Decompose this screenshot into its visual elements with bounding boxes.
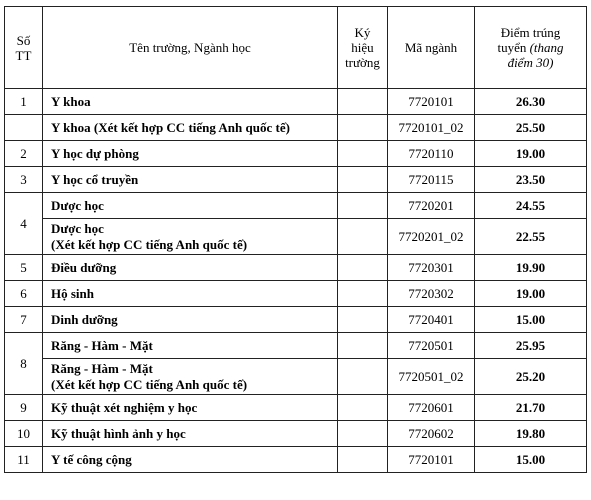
table-row	[5, 307, 587, 333]
table-row	[5, 421, 587, 447]
row-score: 23.50	[475, 167, 587, 193]
row-score: 22.55	[475, 219, 587, 255]
row-score: 19.80	[475, 421, 587, 447]
row-score: 21.70	[475, 395, 587, 421]
row-stt: 1	[5, 89, 43, 115]
row-kyhieu	[338, 333, 388, 359]
row-score: 19.00	[475, 281, 587, 307]
header-diem: Điểm trúng tuyển (thang điểm 30)	[475, 7, 587, 89]
row-kyhieu	[338, 219, 388, 255]
row-kyhieu	[338, 447, 388, 473]
row-stt: 5	[5, 255, 43, 281]
header-stt: Số TT	[5, 7, 43, 89]
header-kyhieu: Ký hiệu trường	[338, 7, 388, 89]
row-code: 7720115	[388, 167, 475, 193]
row-score: 24.55	[475, 193, 587, 219]
table-row	[5, 255, 587, 281]
row-code: 7720301	[388, 255, 475, 281]
header-name: Tên trường, Ngành học	[43, 7, 338, 89]
row-stt: 8	[5, 333, 43, 395]
table-row	[5, 281, 587, 307]
row-kyhieu	[338, 167, 388, 193]
row-name: Y khoa (Xét kết hợp CC tiếng Anh quốc tế)	[43, 115, 338, 141]
row-stt: 2	[5, 141, 43, 167]
row-score: 15.00	[475, 307, 587, 333]
row-kyhieu	[338, 255, 388, 281]
row-kyhieu	[338, 359, 388, 395]
row-code: 7720201	[388, 193, 475, 219]
row-code: 7720101	[388, 89, 475, 115]
row-kyhieu	[338, 281, 388, 307]
row-name: Y khoa	[43, 89, 338, 115]
row-name: Kỹ thuật hình ảnh y học	[43, 421, 338, 447]
row-kyhieu	[338, 307, 388, 333]
table-row	[5, 219, 587, 255]
table-row	[5, 89, 587, 115]
row-code: 7720501_02	[388, 359, 475, 395]
row-code: 7720302	[388, 281, 475, 307]
row-kyhieu	[338, 421, 388, 447]
row-score: 15.00	[475, 447, 587, 473]
row-stt: 10	[5, 421, 43, 447]
table-row	[5, 167, 587, 193]
table-header-row	[5, 7, 587, 89]
row-score: 19.00	[475, 141, 587, 167]
row-name: Kỹ thuật xét nghiệm y học	[43, 395, 338, 421]
table-row	[5, 115, 587, 141]
row-name: Y học cổ truyền	[43, 167, 338, 193]
row-score: 25.95	[475, 333, 587, 359]
row-stt: 9	[5, 395, 43, 421]
row-name: Dinh dưỡng	[43, 307, 338, 333]
table-row	[5, 359, 587, 395]
row-name: Dược học (Xét kết hợp CC tiếng Anh quốc tế)	[43, 219, 338, 255]
row-kyhieu	[338, 193, 388, 219]
row-code: 7720401	[388, 307, 475, 333]
row-code: 7720501	[388, 333, 475, 359]
admission-scores-table	[4, 6, 587, 473]
row-name: Hộ sinh	[43, 281, 338, 307]
row-code: 7720101_02	[388, 115, 475, 141]
row-kyhieu	[338, 395, 388, 421]
row-stt: 7	[5, 307, 43, 333]
row-name: Dược học	[43, 193, 338, 219]
row-stt: 3	[5, 167, 43, 193]
row-stt: 4	[5, 193, 43, 255]
row-stt: 6	[5, 281, 43, 307]
row-kyhieu	[338, 115, 388, 141]
table-row	[5, 395, 587, 421]
row-name: Răng - Hàm - Mặt (Xét kết hợp CC tiếng Anh quốc tế)	[43, 359, 338, 395]
row-score: 26.30	[475, 89, 587, 115]
row-kyhieu	[338, 141, 388, 167]
row-score: 19.90	[475, 255, 587, 281]
row-name: Y học dự phòng	[43, 141, 338, 167]
row-stt: 11	[5, 447, 43, 473]
row-code: 7720110	[388, 141, 475, 167]
row-name: Điều dưỡng	[43, 255, 338, 281]
admission-scores-table-wrapper	[4, 6, 587, 473]
row-score: 25.50	[475, 115, 587, 141]
row-code: 7720101	[388, 447, 475, 473]
table-row	[5, 141, 587, 167]
table-row	[5, 333, 587, 359]
row-code: 7720201_02	[388, 219, 475, 255]
table-row	[5, 447, 587, 473]
row-kyhieu	[338, 89, 388, 115]
row-code: 7720601	[388, 395, 475, 421]
header-ma-nganh: Mã ngành	[388, 7, 475, 89]
row-name: Răng - Hàm - Mặt	[43, 333, 338, 359]
table-row	[5, 193, 587, 219]
row-name: Y tế công cộng	[43, 447, 338, 473]
row-score: 25.20	[475, 359, 587, 395]
row-code: 7720602	[388, 421, 475, 447]
row-stt	[5, 115, 43, 141]
